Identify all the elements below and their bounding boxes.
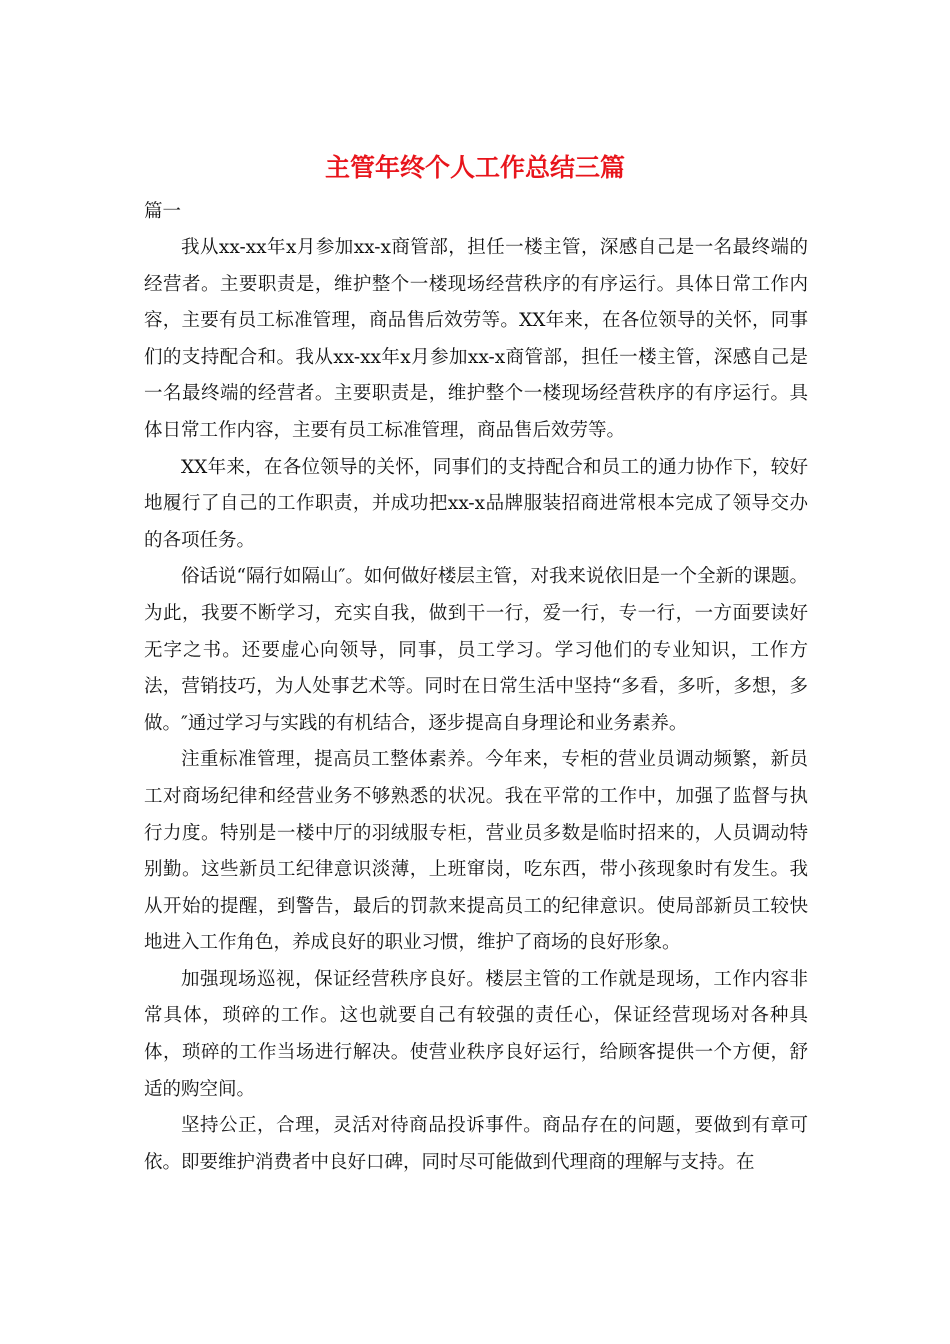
document-title: 主管年终个人工作总结三篇 [324,153,625,182]
paragraph: XX年来，在各位领导的关怀，同事们的支持配合和员工的通力协作下，较好地履行了自己的工作职责，并成功把xx-x品牌服装招商进常根本完成了领导交办的各项任务。 [144,456,808,551]
paragraph: 坚持公正，合理，灵活对待商品投诉事件。商品存在的问题，要做到有章可依。即要维护消费者中良好口碑，同时尽可能做到代理商的理解与支持。在 [144,1115,808,1173]
document-body [144,230,808,1181]
paragraph: 俗话说“隔行如隔山″。如何做好楼层主管，对我来说依旧是一个全新的课题。为此，我要不断学习，充实自我，做到干一行，爱一行，专一行，一方面要读好无字之书。还要虚心向领导，同事，员工学习。学习他们的专业知识，工作方法，营销技巧，为人处事艺术等。同时在日常生活中坚持“多看，多听，多想，多做。″通过学习与实践的有机结合，逐步提高自身理论和业务素养。 [144,566,808,734]
paragraph: 我从xx-xx年x月参加xx-x商管部，担任一楼主管，深感自己是一名最终端的经营者。主要职责是，维护整个一楼现场经营秩序的有序运行。具体日常工作内容，主要有员工标准管理，商品售后效劳等。XX年来，在各位领导的关怀，同事们的支持配合和。我从xx-xx年x月参加xx-x商管部，担任一楼主管，深感自己是一名最终端的经营者。主要职责是，维护整个一楼现场经营秩序的有序运行。具体日常工作内容，主要有员工标准管理，商品售后效劳等。 [144,237,808,441]
paragraph: 加强现场巡视，保证经营秩序良好。楼层主管的工作就是现场，工作内容非常具体，琐碎的工作。这也就要自己有较强的责任心，保证经营现场对各种具体，琐碎的工作当场进行解决。使营业秩序良好运行，给顾客提供一个方便，舒适的购空间。 [144,968,808,1100]
section-label: 篇一 [144,201,182,222]
paragraph: 注重标准管理，提高员工整体素养。今年来，专柜的营业员调动频繁，新员工对商场纪律和经营业务不够熟悉的状况。我在平常的工作中，加强了监督与执行力度。特别是一楼中厅的羽绒服专柜，营业员多数是临时招来的，人员调动特别勤。这些新员工纪律意识淡薄，上班窜岗，吃东西，带小孩现象时有发生。我从开始的提醒，到警告，最后的罚款来提高员工的纪律意识。使局部新员工较快地进入工作角色，养成良好的职业习惯，维护了商场的良好形象。 [144,749,808,954]
